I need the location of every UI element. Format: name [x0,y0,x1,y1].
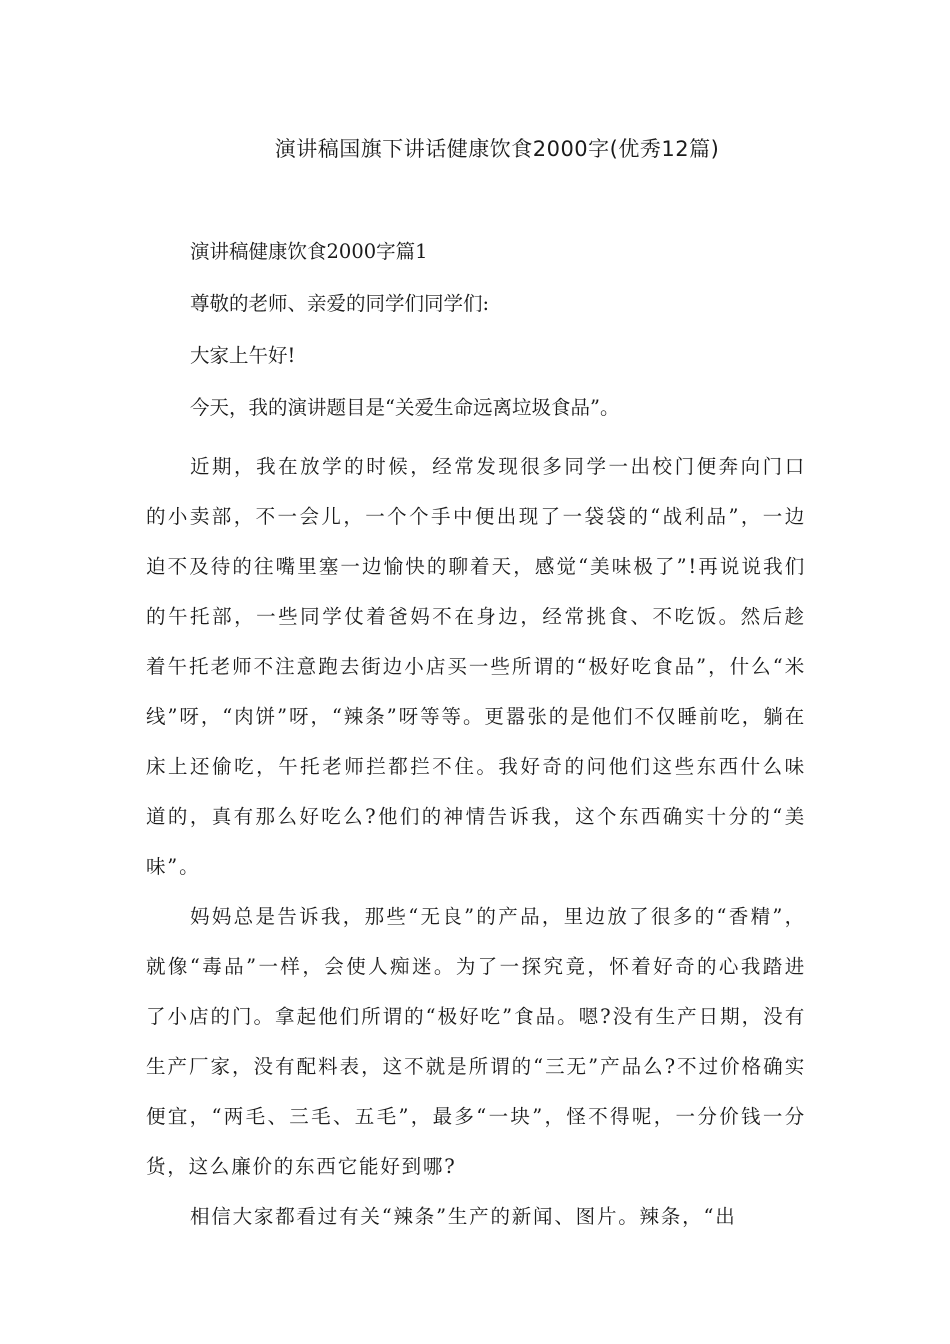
greeting-line: 尊敬的老师、亲爱的同学们同学们: [190,292,490,315]
document-body [146,234,806,1242]
section-heading: 演讲稿健康饮食2000字篇1 [190,240,428,263]
body-paragraph: 妈妈总是告诉我，那些“无良”的产品，里边放了很多的“香精”，就像“毒品”一样，会使人痴迷。为了一探究竟，怀着好奇的心我踏进了小店的门。拿起他们所谓的“极好吃”食品。嗯?没有生产日期，没有生产厂家，没有配料表，这不就是所谓的“三无”产品么?不过价格确实便宜，“两毛、三毛、五毛”，最多“一块”，怪不得呢，一分价钱一分货，这么廉价的东西它能好到哪? [146,905,806,1178]
document-title: 演讲稿国旗下讲话健康饮食2000字(优秀12篇) [274,137,720,161]
body-paragraph: 相信大家都看过有关“辣条”生产的新闻、图片。辣条，“出 [190,1205,737,1228]
topic-line: 今天，我的演讲题目是“关爱生命远离垃圾食品”。 [190,396,620,419]
salutation-line: 大家上午好! [190,344,296,367]
body-paragraph: 近期，我在放学的时候，经常发现很多同学一出校门便奔向门口的小卖部，不一会儿，一个个手中便出现了一袋袋的“战利品”，一边迫不及待的往嘴里塞一边愉快的聊着天，感觉“美味极了”!再说说我们的午托部，一些同学仗着爸妈不在身边，经常挑食、不吃饭。然后趁着午托老师不注意跑去街边小店买一些所谓的“极好吃食品”，什么“米线”呀，“肉饼”呀，“辣条”呀等等。更嚣张的是他们不仅睡前吃，躺在床上还偷吃，午托老师拦都拦不住。我好奇的问他们这些东西什么味道的，真有那么好吃么?他们的神情告诉我，这个东西确实十分的“美味”。 [146,455,806,878]
